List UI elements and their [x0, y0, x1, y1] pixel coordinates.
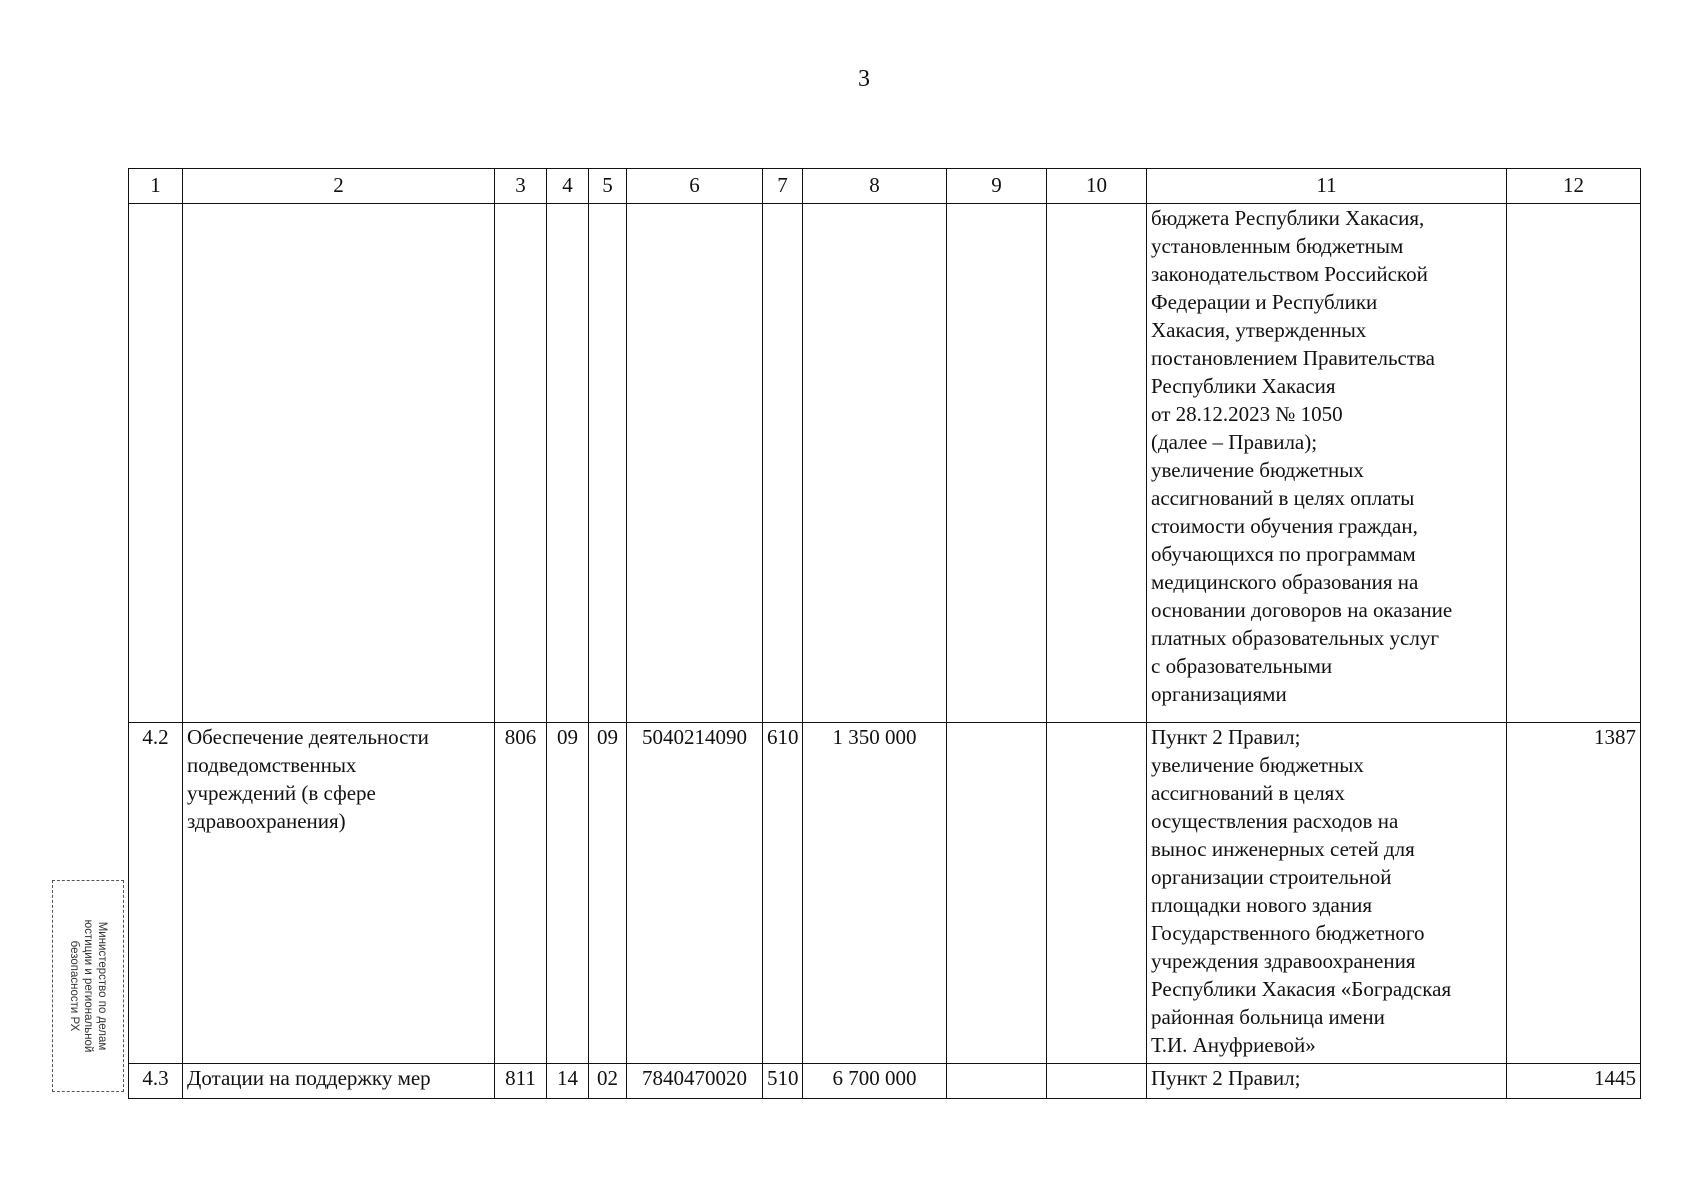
- cell-col-5: 09: [589, 723, 627, 1064]
- cell-col-3: 806: [495, 723, 547, 1064]
- header-col-4: 4: [547, 169, 589, 204]
- cell-empty: [947, 204, 1047, 723]
- header-col-5: 5: [589, 169, 627, 204]
- item-name-text: Обеспечение деятельности подведомственных учреждений (в сфере здравоохранения): [187, 725, 429, 833]
- cell-empty: [589, 204, 627, 723]
- cell-justification: [1147, 723, 1507, 1064]
- cell-col-10: [1047, 723, 1147, 1064]
- header-col-2: 2: [183, 169, 495, 204]
- cell-col-12: 1387: [1507, 723, 1641, 1064]
- cell-amount: 6 700 000: [803, 1064, 947, 1099]
- cell-justification: [1147, 1064, 1507, 1099]
- header-col-9: 9: [947, 169, 1047, 204]
- cell-col-4: 14: [547, 1064, 589, 1099]
- header-col-3: 3: [495, 169, 547, 204]
- cell-item-name: [183, 1064, 495, 1099]
- page-number: 3: [858, 66, 870, 92]
- cell-col-10: [1047, 1064, 1147, 1099]
- registration-stamp: [52, 880, 124, 1092]
- item-name-text: Дотации на поддержку мер: [187, 1066, 431, 1090]
- cell-col-6: 5040214090: [627, 723, 763, 1064]
- cell-item-number: 4.3: [129, 1064, 183, 1099]
- table-row-4-3: [129, 1064, 1641, 1099]
- header-col-8: 8: [803, 169, 947, 204]
- cell-col-5: 02: [589, 1064, 627, 1099]
- cell-item-name: [183, 723, 495, 1064]
- cell-col-12: 1445: [1507, 1064, 1641, 1099]
- cell-col-4: 09: [547, 723, 589, 1064]
- cell-item-number: 4.2: [129, 723, 183, 1064]
- justification-text: Пункт 2 Правил;: [1151, 1066, 1301, 1090]
- cell-amount: 1 350 000: [803, 723, 947, 1064]
- table-row-4-2: [129, 723, 1641, 1064]
- cell-empty: [1047, 204, 1147, 723]
- cell-empty: [763, 204, 803, 723]
- table-row-continuation: [129, 204, 1641, 723]
- cell-empty: [547, 204, 589, 723]
- cell-col-7: 510: [763, 1064, 803, 1099]
- cell-col-7: 610: [763, 723, 803, 1064]
- cell-empty: [183, 204, 495, 723]
- appropriations-table: [128, 168, 1641, 1099]
- cell-col-9: [947, 1064, 1047, 1099]
- header-col-7: 7: [763, 169, 803, 204]
- cell-col-3: 811: [495, 1064, 547, 1099]
- cell-col-6: 7840470020: [627, 1064, 763, 1099]
- header-col-10: 10: [1047, 169, 1147, 204]
- justification-text: бюджета Республики Хакасия, установленным бюджетным законодательством Российской Федерации и Республики Хакасия, утвержденных постановлением Правительства Республики Хакасия от 28.12.2023 № 1050 (далее – Правила); увеличение бюджетных ассигнований в целях оплаты стоимости обучения граждан, обучающихся по программам медицинского образования на основании договоров на оказание платных образовательных услуг с образовательными организациями: [1151, 206, 1453, 706]
- header-row: [129, 169, 1641, 204]
- cell-empty: [495, 204, 547, 723]
- cell-empty: [627, 204, 763, 723]
- header-col-12: 12: [1507, 169, 1641, 204]
- cell-col-9: [947, 723, 1047, 1064]
- cell-empty: [1507, 204, 1641, 723]
- stamp-text: Министерство по делам юстиции и региональной безопасности РХ: [68, 919, 108, 1053]
- cell-empty: [129, 204, 183, 723]
- header-col-1: 1: [129, 169, 183, 204]
- cell-empty: [803, 204, 947, 723]
- cell-justification: [1147, 204, 1507, 723]
- header-col-6: 6: [627, 169, 763, 204]
- header-col-11: 11: [1147, 169, 1507, 204]
- justification-text: Пункт 2 Правил; увеличение бюджетных ассигнований в целях осуществления расходов на вынос инженерных сетей для организации строительной площадки нового здания Государственного бюджетного учреждения здравоохранения Республики Хакасия «Боградская районная больница имени Т.И. Ануфриевой»: [1151, 725, 1452, 1057]
